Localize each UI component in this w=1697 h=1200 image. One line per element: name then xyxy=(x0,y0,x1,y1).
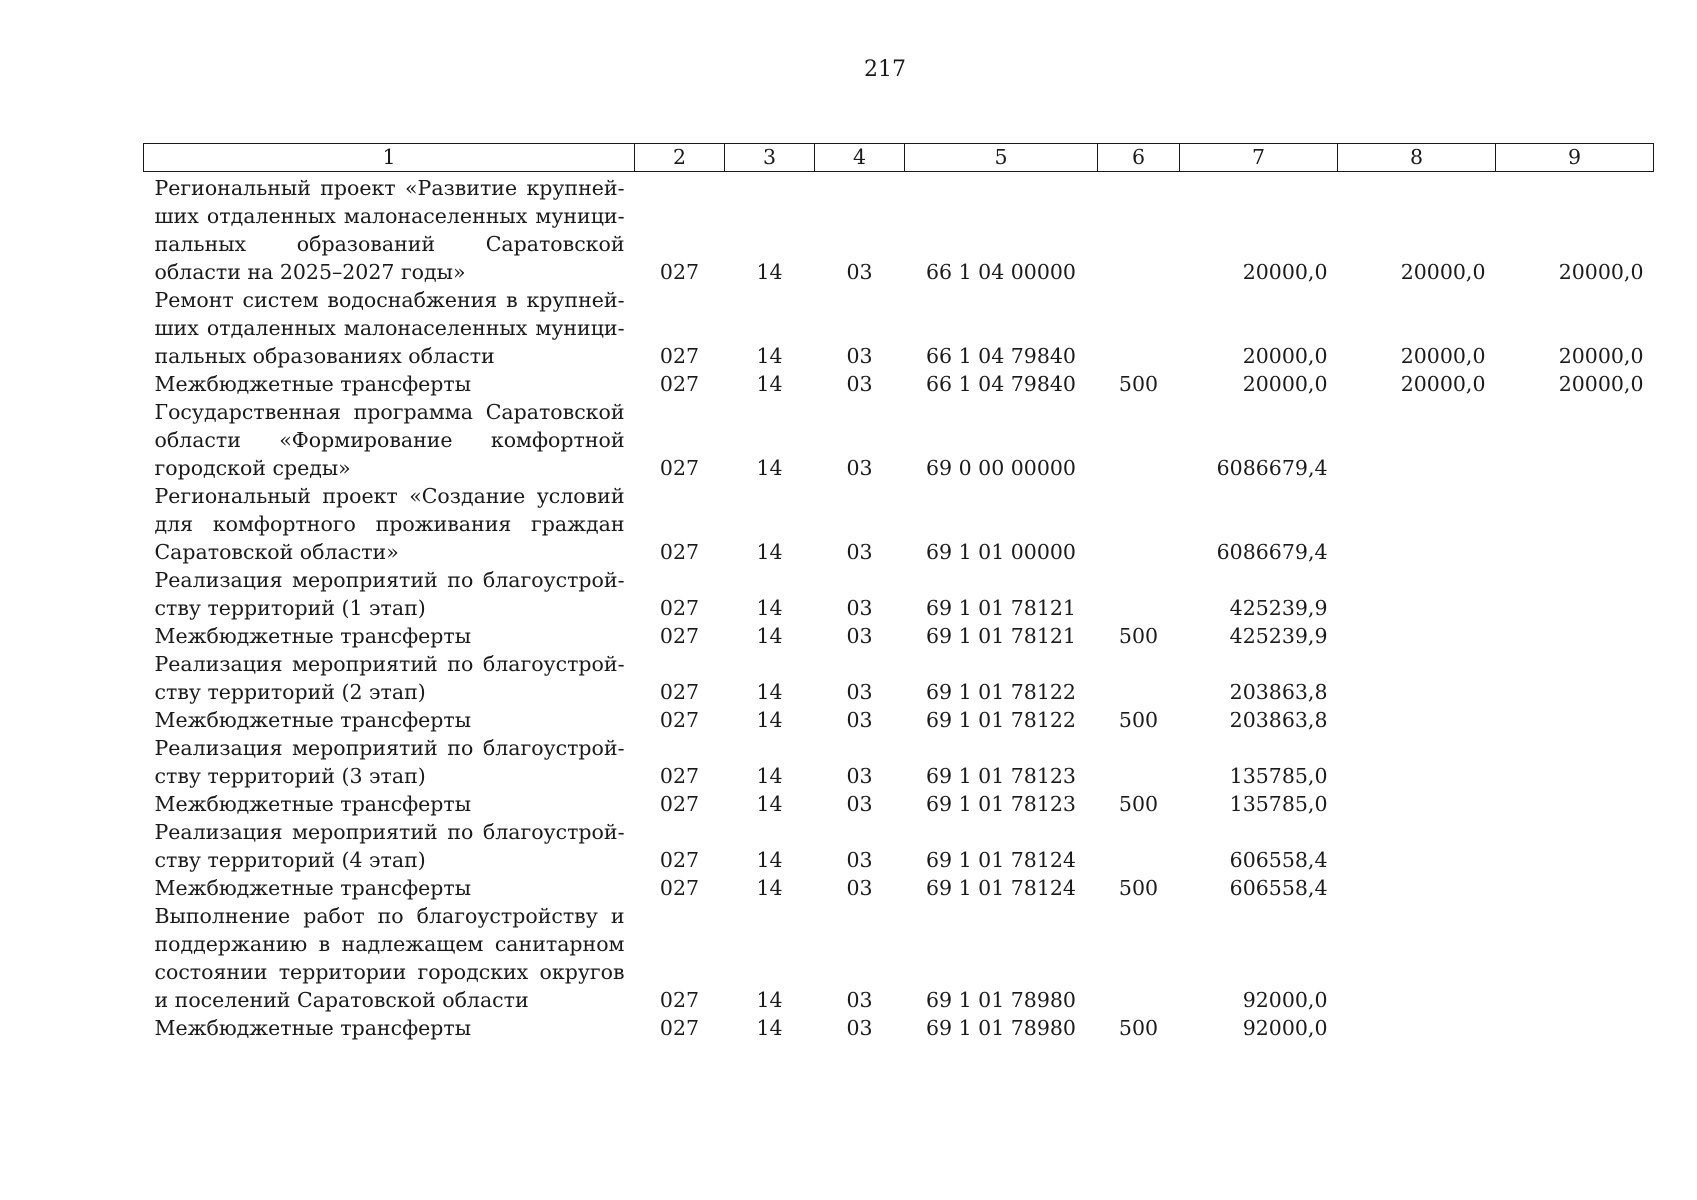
row-ministry-code: 027 xyxy=(659,456,700,480)
row-ministry-code: 027 xyxy=(659,680,700,704)
table-body xyxy=(144,172,1654,1043)
row-target-article: 69 1 01 78124 xyxy=(926,848,1076,872)
row-name: Региональный проект «Создание условий для комфортного проживания граждан Саратовской области» xyxy=(154,484,625,564)
row-expense-type: 500 xyxy=(1118,876,1159,900)
header-col-9: 9 xyxy=(1496,144,1654,172)
row-amount-col7: 92000,0 xyxy=(1242,988,1328,1012)
row-target-article: 69 1 01 78123 xyxy=(926,792,1076,816)
row-target-article: 69 1 01 78980 xyxy=(926,1016,1076,1040)
row-amount-col8 xyxy=(1338,706,1496,734)
row-amount-col7: 92000,0 xyxy=(1242,1016,1328,1040)
row-section: 14 xyxy=(756,792,783,816)
row-subsection: 03 xyxy=(846,1016,873,1040)
row-ministry-code: 027 xyxy=(659,764,700,788)
row-amount-col9 xyxy=(1496,706,1654,734)
row-amount-col9 xyxy=(1496,482,1654,566)
row-section: 14 xyxy=(756,764,783,788)
row-name: Ремонт систем водоснабжения в крупнейших отдаленных малонаселенных муниципальных образованиях области xyxy=(154,288,625,368)
row-subsection: 03 xyxy=(846,680,873,704)
row-amount-col8 xyxy=(1338,818,1496,874)
row-expense-type: 500 xyxy=(1118,792,1159,816)
row-name: Межбюджетные трансферты xyxy=(154,876,472,900)
row-expense-type: 500 xyxy=(1118,1016,1159,1040)
table-row xyxy=(144,650,1654,706)
row-section: 14 xyxy=(756,1016,783,1040)
row-amount-col7: 606558,4 xyxy=(1229,876,1328,900)
row-amount-col8: 20000,0 xyxy=(1400,372,1486,396)
row-expense-type xyxy=(1098,650,1180,706)
row-expense-type: 500 xyxy=(1118,372,1159,396)
row-ministry-code: 027 xyxy=(659,708,700,732)
row-name: Реализация мероприятий по благоустройству территорий (2 этап) xyxy=(154,652,625,704)
row-subsection: 03 xyxy=(846,540,873,564)
row-amount-col8: 20000,0 xyxy=(1400,260,1486,284)
header-col-3: 3 xyxy=(725,144,815,172)
row-section: 14 xyxy=(756,596,783,620)
row-amount-col8 xyxy=(1338,734,1496,790)
row-subsection: 03 xyxy=(846,456,873,480)
row-subsection: 03 xyxy=(846,372,873,396)
header-col-8: 8 xyxy=(1338,144,1496,172)
row-target-article: 69 1 01 78980 xyxy=(926,988,1076,1012)
row-name: Межбюджетные трансферты xyxy=(154,624,472,648)
table-row xyxy=(144,286,1654,370)
row-subsection: 03 xyxy=(846,344,873,368)
row-name: Межбюджетные трансферты xyxy=(154,372,472,396)
row-subsection: 03 xyxy=(846,624,873,648)
row-amount-col7: 203863,8 xyxy=(1229,680,1328,704)
row-expense-type xyxy=(1098,818,1180,874)
row-ministry-code: 027 xyxy=(659,988,700,1012)
row-target-article: 69 1 01 78121 xyxy=(926,624,1076,648)
table-header xyxy=(144,144,1654,172)
row-target-article: 66 1 04 79840 xyxy=(926,344,1076,368)
row-name: Региональный проект «Развитие крупнейших отдаленных малонаселенных муниципальных образований Саратовской области на 2025–2027 годы» xyxy=(154,176,625,284)
row-amount-col8: 20000,0 xyxy=(1400,344,1486,368)
row-section: 14 xyxy=(756,344,783,368)
row-amount-col9 xyxy=(1496,650,1654,706)
row-target-article: 69 1 01 78122 xyxy=(926,680,1076,704)
row-ministry-code: 027 xyxy=(659,848,700,872)
row-amount-col8 xyxy=(1338,874,1496,902)
table-row xyxy=(144,706,1654,734)
row-target-article: 66 1 04 79840 xyxy=(926,372,1076,396)
row-amount-col9 xyxy=(1496,1014,1654,1042)
row-amount-col9 xyxy=(1496,790,1654,818)
row-amount-col7: 20000,0 xyxy=(1242,260,1328,284)
row-section: 14 xyxy=(756,708,783,732)
table-row xyxy=(144,172,1654,287)
row-expense-type: 500 xyxy=(1118,708,1159,732)
row-amount-col8 xyxy=(1338,790,1496,818)
header-col-7: 7 xyxy=(1180,144,1338,172)
row-ministry-code: 027 xyxy=(659,624,700,648)
row-amount-col8 xyxy=(1338,902,1496,1014)
row-name: Межбюджетные трансферты xyxy=(154,792,472,816)
row-amount-col7: 6086679,4 xyxy=(1216,540,1328,564)
row-section: 14 xyxy=(756,540,783,564)
row-name: Межбюджетные трансферты xyxy=(154,1016,472,1040)
row-section: 14 xyxy=(756,372,783,396)
table-row xyxy=(144,790,1654,818)
table-row xyxy=(144,398,1654,482)
row-section: 14 xyxy=(756,680,783,704)
row-amount-col9 xyxy=(1496,566,1654,622)
row-amount-col8 xyxy=(1338,622,1496,650)
table-row xyxy=(144,622,1654,650)
row-section: 14 xyxy=(756,456,783,480)
row-amount-col9: 20000,0 xyxy=(1558,372,1644,396)
row-section: 14 xyxy=(756,848,783,872)
row-amount-col7: 203863,8 xyxy=(1229,708,1328,732)
row-expense-type xyxy=(1098,172,1180,287)
row-amount-col9 xyxy=(1496,622,1654,650)
row-amount-col7: 6086679,4 xyxy=(1216,456,1328,480)
header-col-2: 2 xyxy=(635,144,725,172)
row-amount-col8 xyxy=(1338,398,1496,482)
budget-table xyxy=(143,143,1654,1042)
row-target-article: 69 1 01 78124 xyxy=(926,876,1076,900)
row-ministry-code: 027 xyxy=(659,596,700,620)
row-ministry-code: 027 xyxy=(659,876,700,900)
row-target-article: 69 0 00 00000 xyxy=(926,456,1076,480)
row-expense-type xyxy=(1098,286,1180,370)
row-section: 14 xyxy=(756,988,783,1012)
row-amount-col9 xyxy=(1496,818,1654,874)
table-row xyxy=(144,370,1654,398)
row-expense-type xyxy=(1098,482,1180,566)
row-target-article: 69 1 01 78122 xyxy=(926,708,1076,732)
row-expense-type xyxy=(1098,902,1180,1014)
table-row xyxy=(144,734,1654,790)
row-subsection: 03 xyxy=(846,764,873,788)
row-amount-col9: 20000,0 xyxy=(1558,260,1644,284)
row-subsection: 03 xyxy=(846,596,873,620)
page-number: 217 xyxy=(864,57,906,82)
header-col-4: 4 xyxy=(815,144,905,172)
row-ministry-code: 027 xyxy=(659,260,700,284)
row-name: Реализация мероприятий по благоустройству территорий (4 этап) xyxy=(154,820,625,872)
row-target-article: 69 1 01 78123 xyxy=(926,764,1076,788)
table-row xyxy=(144,566,1654,622)
row-section: 14 xyxy=(756,876,783,900)
row-amount-col8 xyxy=(1338,1014,1496,1042)
row-subsection: 03 xyxy=(846,792,873,816)
row-subsection: 03 xyxy=(846,708,873,732)
table-row xyxy=(144,1014,1654,1042)
row-name: Реализация мероприятий по благоустройству территорий (3 этап) xyxy=(154,736,625,788)
table-row xyxy=(144,818,1654,874)
row-amount-col7: 135785,0 xyxy=(1229,764,1328,788)
row-name: Реализация мероприятий по благоустройству территорий (1 этап) xyxy=(154,568,625,620)
row-name: Межбюджетные трансферты xyxy=(154,708,472,732)
row-amount-col9 xyxy=(1496,734,1654,790)
header-col-5: 5 xyxy=(905,144,1098,172)
row-expense-type: 500 xyxy=(1118,624,1159,648)
row-ministry-code: 027 xyxy=(659,1016,700,1040)
row-amount-col8 xyxy=(1338,482,1496,566)
row-amount-col9 xyxy=(1496,902,1654,1014)
row-subsection: 03 xyxy=(846,876,873,900)
table-row xyxy=(144,874,1654,902)
header-col-1: 1 xyxy=(144,144,635,172)
table-row xyxy=(144,902,1654,1014)
row-amount-col7: 425239,9 xyxy=(1229,596,1328,620)
row-name: Государственная программа Саратовской области «Формирование комфортной городской среды» xyxy=(154,400,625,480)
row-name: Выполнение работ по благоустройству и поддержанию в надлежащем санитарном состоянии территории городских округов и поселений Саратовской области xyxy=(154,904,625,1012)
row-amount-col8 xyxy=(1338,650,1496,706)
header-col-6: 6 xyxy=(1098,144,1180,172)
row-subsection: 03 xyxy=(846,848,873,872)
row-expense-type xyxy=(1098,398,1180,482)
row-section: 14 xyxy=(756,260,783,284)
row-ministry-code: 027 xyxy=(659,792,700,816)
row-amount-col7: 20000,0 xyxy=(1242,344,1328,368)
row-subsection: 03 xyxy=(846,260,873,284)
row-ministry-code: 027 xyxy=(659,344,700,368)
row-amount-col9 xyxy=(1496,398,1654,482)
row-target-article: 69 1 01 78121 xyxy=(926,596,1076,620)
row-ministry-code: 027 xyxy=(659,540,700,564)
row-amount-col7: 425239,9 xyxy=(1229,624,1328,648)
row-amount-col7: 20000,0 xyxy=(1242,372,1328,396)
row-amount-col7: 135785,0 xyxy=(1229,792,1328,816)
row-expense-type xyxy=(1098,566,1180,622)
row-amount-col9 xyxy=(1496,874,1654,902)
row-amount-col9: 20000,0 xyxy=(1558,344,1644,368)
row-amount-col8 xyxy=(1338,566,1496,622)
row-subsection: 03 xyxy=(846,988,873,1012)
row-ministry-code: 027 xyxy=(659,372,700,396)
row-target-article: 69 1 01 00000 xyxy=(926,540,1076,564)
header-row xyxy=(144,144,1654,172)
row-amount-col7: 606558,4 xyxy=(1229,848,1328,872)
table-row xyxy=(144,482,1654,566)
row-section: 14 xyxy=(756,624,783,648)
row-expense-type xyxy=(1098,734,1180,790)
row-target-article: 66 1 04 00000 xyxy=(926,260,1076,284)
